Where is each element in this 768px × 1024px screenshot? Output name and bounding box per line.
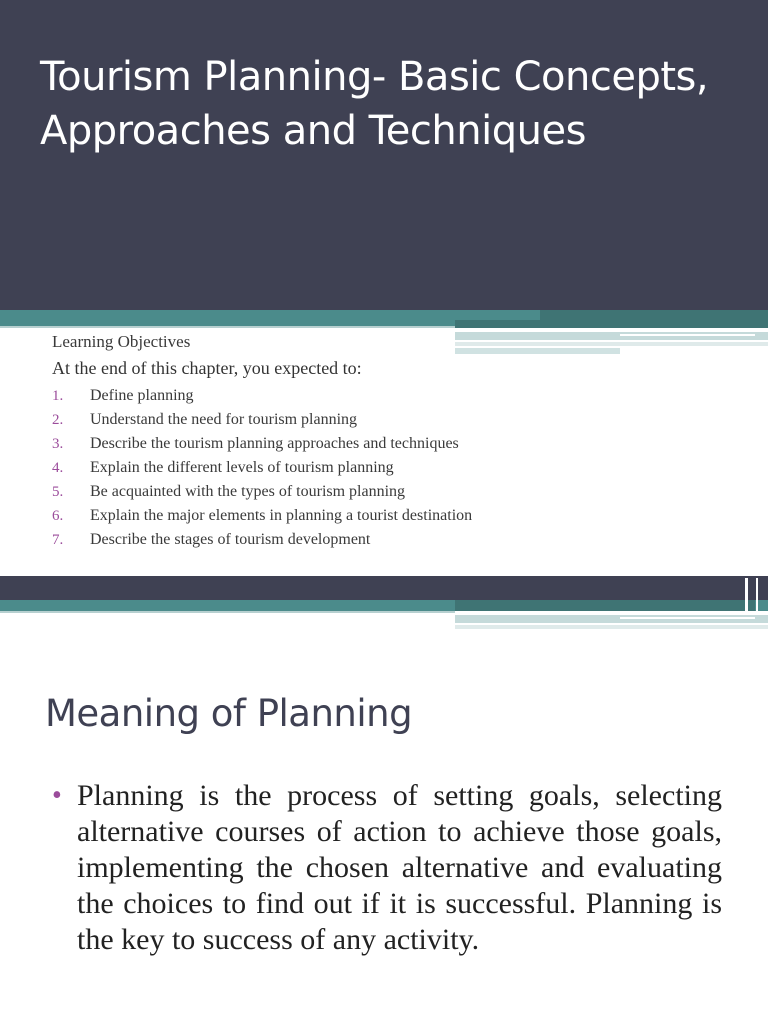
- decor-stripe-white: [745, 578, 748, 614]
- list-item-text: Understand the need for tourism planning: [90, 411, 358, 428]
- bullet-paragraph: [52, 778, 722, 958]
- objectives-intro: At the end of this chapter, you expected to:: [52, 358, 362, 378]
- teal-band-light: [0, 611, 455, 613]
- content-slide-header-bar: [0, 576, 768, 640]
- teal-stripe-block: [540, 310, 768, 320]
- decor-stripe: [455, 342, 768, 346]
- decor-stripe-white: [620, 617, 755, 619]
- slide-title: [40, 50, 760, 158]
- list-item: [52, 408, 472, 432]
- list-item: [52, 432, 472, 456]
- objectives-slide: [0, 320, 768, 576]
- bullet-text: Planning is the process of setting goals, selecting alternative courses of action to achieve those goals, implementing the chosen alternative and evaluating the choices to find out if it is successful. Planning is the key to success of any activity.: [77, 779, 722, 956]
- decor-stripe-white: [620, 334, 755, 336]
- list-item-number: 1.: [52, 388, 64, 404]
- list-item-number: 5.: [52, 484, 64, 500]
- list-item-number: 4.: [52, 460, 64, 476]
- list-item-text: Define planning: [90, 387, 194, 404]
- dark-band: [0, 576, 768, 600]
- list-item-text: Explain the major elements in planning a tourist destination: [90, 507, 473, 524]
- list-item-text: Describe the tourism planning approaches and techniques: [90, 435, 459, 452]
- title-line-1: Tourism Planning- Basic Concepts,: [40, 54, 709, 100]
- list-item: [52, 384, 472, 408]
- decor-block: [455, 600, 755, 611]
- title-line-2: Approaches and Techniques: [40, 108, 586, 154]
- decor-block: [455, 320, 768, 328]
- list-item: [52, 480, 472, 504]
- list-item: [52, 504, 472, 528]
- meaning-slide: [0, 640, 768, 1024]
- list-item-number: 6.: [52, 508, 64, 524]
- list-item-number: 2.: [52, 412, 64, 428]
- list-item-text: Be acquainted with the types of tourism planning: [90, 483, 406, 500]
- list-item-number: 3.: [52, 436, 64, 452]
- decor-stripe-white: [756, 578, 758, 614]
- objectives-heading: Learning Objectives: [52, 332, 191, 351]
- slide-heading: Meaning of Planning: [45, 692, 413, 735]
- list-item-text: Describe the stages of tourism development: [90, 531, 371, 548]
- list-item: [52, 456, 472, 480]
- decor-stripe: [455, 348, 620, 354]
- list-item-text: Explain the different levels of tourism planning: [90, 459, 394, 476]
- list-item: [52, 528, 472, 552]
- list-item-number: 7.: [52, 532, 64, 548]
- decor-stripe: [455, 625, 768, 629]
- title-slide: [0, 0, 768, 320]
- objectives-list: [52, 384, 472, 552]
- top-teal-band-light: [0, 326, 455, 328]
- bullet-icon: •: [52, 780, 62, 811]
